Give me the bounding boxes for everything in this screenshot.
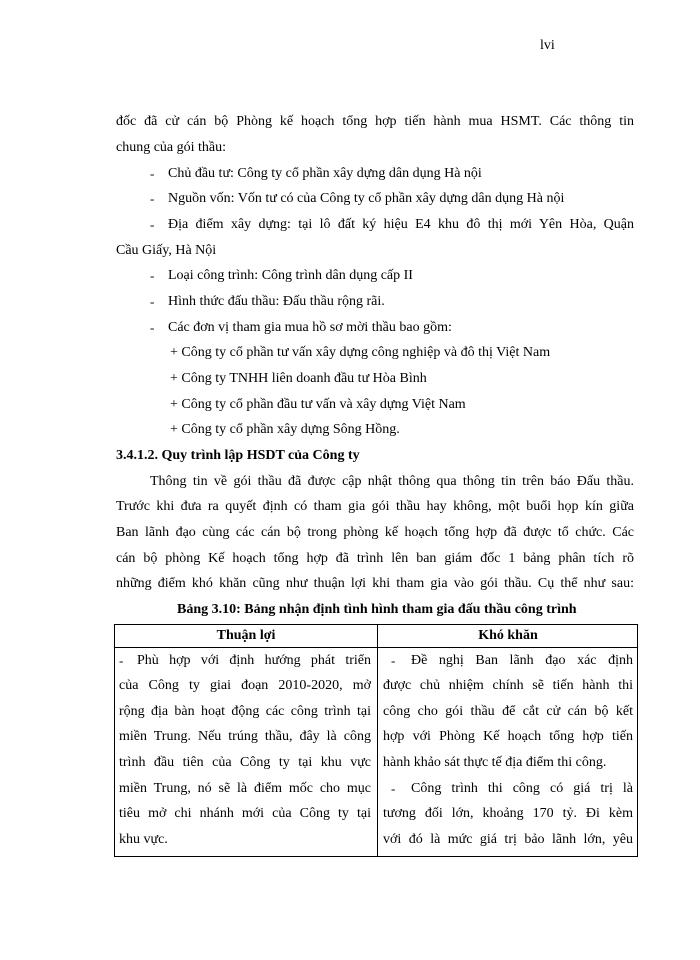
section-para-line: Thông tin về gói thầu đã được cập nhật thông qua thông tin trên báo Đấu thầu. [150,474,634,489]
bullet-marker: - [391,653,396,668]
company-item: + Công ty TNHH liên doanh đầu tư Hòa Bình [170,371,427,386]
advantage-line: Phù hợp với định hướng phát triển [137,653,371,668]
bullet-bidding-form: Hình thức đấu thầu: Đấu thầu rộng rãi. [168,294,385,309]
company-item: + Công ty cổ phần xây dựng Sông Hồng. [170,422,400,437]
advantage-line: miền Trung. Nếu trúng thầu, đây là công [119,729,371,744]
table-column-separator [377,625,378,856]
bullet-marker: - [391,781,396,796]
section-para-line: những điểm khó khăn cũng như thuận lợi khi tham gia vào gói thầu. Cụ thể như sau: [116,576,634,591]
advantage-line: trình đầu tiên của Công ty tại khu vực [119,755,371,770]
table-header-advantages: Thuận lợi [216,628,276,643]
bullet-marker: - [150,217,155,232]
company-item: + Công ty cổ phần đầu tư vấn và xây dựng Việt Nam [170,397,466,412]
bullet-marker: - [150,268,155,283]
advantage-line: miền Trung, nó sẽ là điểm mốc cho mục [119,781,371,796]
advantage-line: khu vực. [119,832,168,847]
difficulty-line: hợp với Phòng Kế hoạch tổng hợp tiến [383,729,633,744]
section-para-line: cán bộ phòng Kế hoạch tổng hợp đã trình lên ban giám đốc 1 bảng phân tích rõ [116,551,634,566]
table-title: Bảng 3.10: Bảng nhận định tình hình tham gia đấu thầu công trình [177,602,577,617]
bullet-location: Địa điểm xây dựng: tại lô đất ký hiệu E4 khu đô thị mới Yên Hòa, Quận [168,217,634,232]
bullet-project-type: Loại công trình: Công trình dân dụng cấp II [168,268,413,283]
bullet-participants: Các đơn vị tham gia mua hồ sơ mời thầu bao gồm: [168,320,452,335]
bullet-marker: - [150,191,155,206]
section-para-line: Ban lãnh đạo cùng các cán bộ trong phòng kế hoạch tổng hợp đã được tổ chức. Các [116,525,634,540]
table-header-difficulties: Khó khăn [478,628,538,643]
bullet-funding: Nguồn vốn: Vốn tư có của Công ty cổ phần xây dựng dân dụng Hà nội [168,191,565,206]
page-number: lvi [540,38,555,53]
difficulty-line: được chủ nhiệm chính sẽ tiến hành thi [383,678,633,693]
bullet-marker: - [150,320,155,335]
bullet-marker: - [119,653,124,668]
bullet-marker: - [150,166,155,181]
bullet-marker: - [150,294,155,309]
assessment-table [114,624,638,857]
intro-line-1: đốc đã cử cán bộ Phòng kế hoạch tổng hợp tiến hành mua HSMT. Các thông tin [116,114,634,129]
advantage-line: của Công ty giai đoạn 2010-2020, mở [119,678,371,693]
difficulty-line: với đó là mức giá trị bảo lãnh lớn, yêu [383,832,633,847]
intro-line-2: chung của gói thầu: [116,140,227,155]
company-item: + Công ty cổ phần tư vấn xây dựng công nghiệp và đô thị Việt Nam [170,345,551,360]
difficulty-line: hành khảo sát thực tế địa điểm thi công. [383,755,607,770]
difficulty-line: Công trình thi công có giá trị là [411,781,633,796]
section-para-line: Trước khi đưa ra quyết định có tham gia gói thầu hay không, một buổi họp kín giữa [116,499,634,514]
difficulty-line: tương đối lớn, khoảng 170 tỷ. Đi kèm [383,806,633,821]
advantage-line: rộng địa bàn hoạt động các công trình tại [119,704,371,719]
section-heading: 3.4.1.2. Quy trình lập HSDT của Công ty [116,448,360,463]
difficulty-line: Đề nghị Ban lãnh đạo xác định [411,653,633,668]
bullet-location-cont: Cầu Giấy, Hà Nội [116,243,217,258]
table-header-separator [115,647,637,648]
bullet-owner: Chủ đầu tư: Công ty cổ phần xây dựng dân dụng Hà nội [168,166,482,181]
advantage-line: tiêu mở chi nhánh mới của Công ty tại [119,806,371,821]
difficulty-line: công cho gói thầu để cắt cử cán bộ kết [383,704,633,719]
